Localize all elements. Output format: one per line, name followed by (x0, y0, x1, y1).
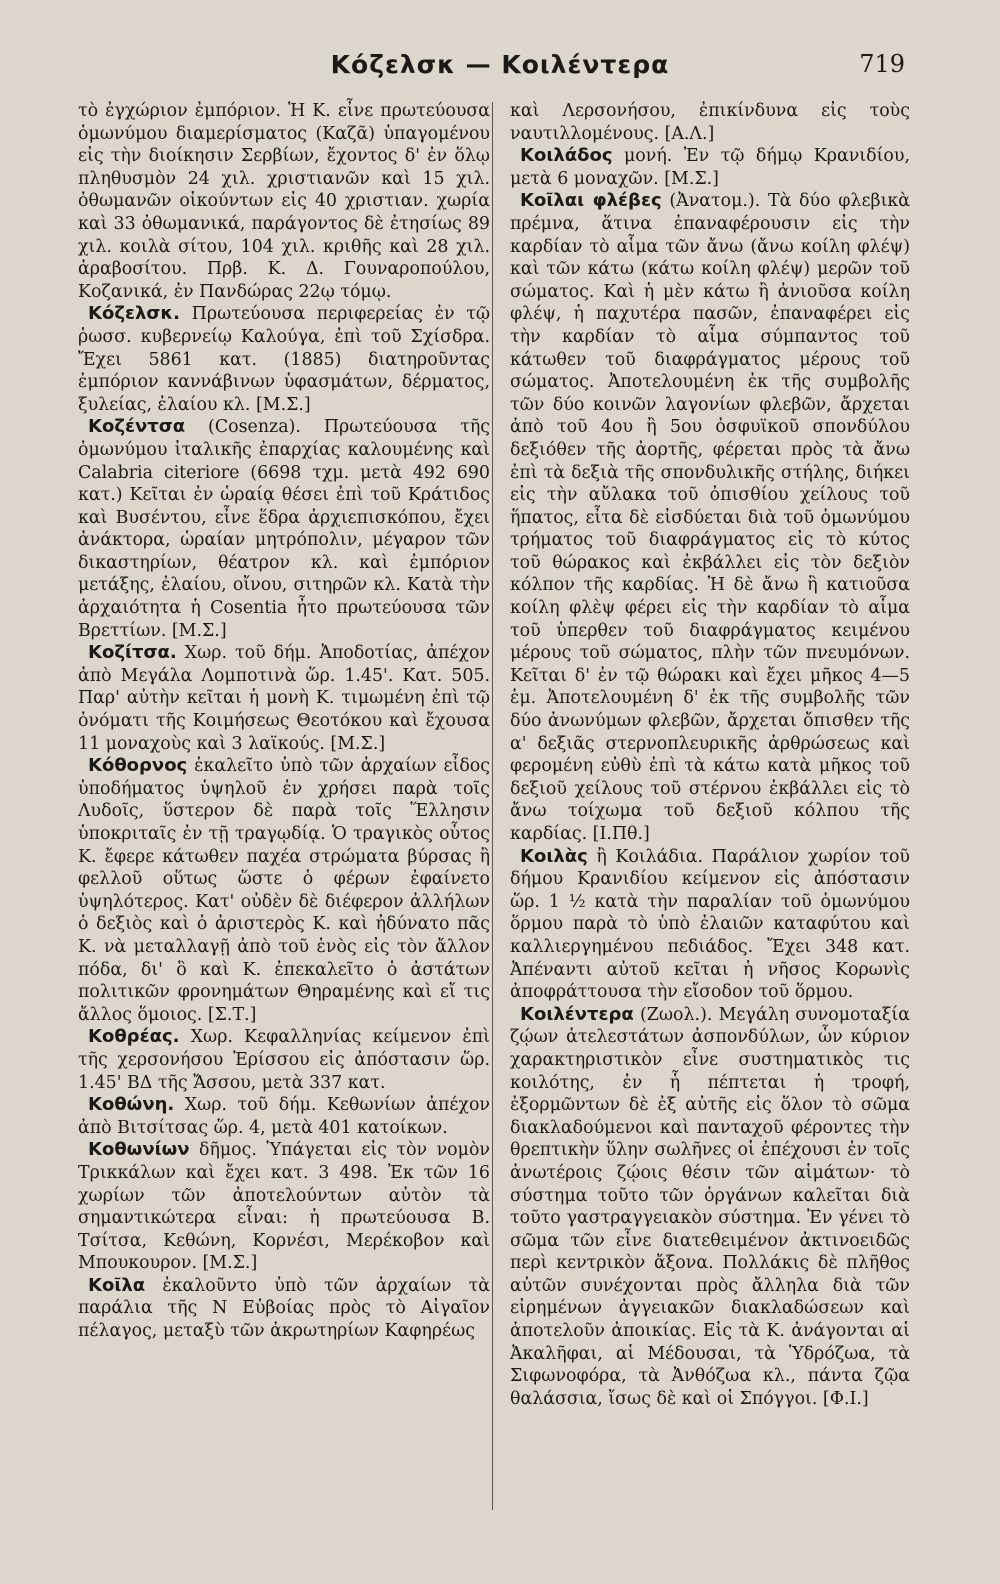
entry-headword: Κοθωνίων (88, 1139, 190, 1161)
entry-text: Πρωτεύουσα περιφερείας ἐν τῷ ῥωσσ. κυβερνείῳ Καλούγα, ἐπὶ τοῦ Σχίσδρα. Ἔχει 5861 κατ. (1885) διατηροῦντας ἐμπόριον καννάβινων ὑφασμάτων, δέρματος, ξυλείας, ἐλαίου κλ. [Μ.Σ.] (78, 304, 490, 415)
entry-text: δῆμος. Ὑπάγεται εἰς τὸν νομὸν Τρικκάλων καὶ ἔχει κατ. 3 498. Ἐκ τῶν 16 χωρίων τῶν ἀποτελούντων αὐτὸν τὰ σημαντικώτερα εἶναι: ἡ πρωτεύουσα Β. Τσίτσα, Κεθώνη, Κορνέσι, Μερέκοβον καὶ Μπουκουρον. [Μ.Σ.] (78, 1140, 490, 1274)
entry (510, 846, 910, 1004)
entry-headword: Κοῖλα (88, 1274, 146, 1296)
entry (78, 303, 490, 416)
entry-headword: Κοθώνη. (88, 1094, 175, 1116)
entry-text: Χωρ. Κεφαλληνίας κείμενον ἐπὶ τῆς χερσονήσου Ἐρίσσου εἰς ἀπόστασιν ὥρ. 1.45' ΒΔ τῆς Ἄσσου, μετὰ 337 κατ. (78, 1027, 490, 1093)
page-header (0, 46, 1000, 96)
entry-text: μονή. Ἐν τῷ δήμῳ Κρανιδίου, μετὰ 6 μοναχῶν. [Μ.Σ.] (510, 146, 910, 189)
entry-headword: Κοιλὰς (520, 845, 588, 867)
entry-headword: Κοιλάδος (520, 145, 613, 167)
entry-text: Χωρ. τοῦ δήμ. Κεθωνίων ἀπέχον ἀπὸ Βιτσίτσας ὥρ. 4, μετὰ 401 κατοίκων. (78, 1095, 490, 1138)
entry-text: Χωρ. τοῦ δήμ. Ἀποδοτίας, ἀπέχον ἀπὸ Μεγάλα Λομποτινὰ ὥρ. 1.45'. Κατ. 505. Παρ' αὐτὴν κεῖται ἡ μονὴ Κ. τιμωμένη ἐπὶ τῷ ὀνόματι τῆς Κοιμήσεως Θεοτόκου καὶ ἔχουσα 11 μοναχοὺς καὶ 3 λαϊκούς. [Μ.Σ.] (78, 643, 490, 754)
entry-text: ἐκαλοῦντο ὑπὸ τῶν ἀρχαίων τὰ παράλια τῆς Ν Εὐβοίας πρὸς τὸ Αἰγαῖον πέλαγος, μεταξὺ τῶν ἀκρωτηρίων Καφηρέως (78, 1275, 490, 1342)
entry-text: (Ζωολ.). Μεγάλη συνομοταξία ζῴων ἀτελεστάτων ἀσπονδύλων, ὧν κύριον χαρακτηριστικὸν εἶνε συστηματικὸς τις κοιλότης, ἐν ἧ πέπτεται ἡ τροφή, ἐξορμῶντων δὲ ἐξ αὐτῆς εἰς ὅλον τὸ σῶμα διακλαδούμενοι καὶ πανταχοῦ φέροντες τὴν θρεπτικὴν ὕλην σωλῆνες οἱ ἐπέχουσι ἐν τοῖς ἀνωτέροις ζῴοις θέσιν τῶν αἱμάτων· τὸ σύστημα τοῦτο τῶν ὀργάνων καλεῖται διὰ τοῦτο γαστραγγειακὸν σύστημα. Ἐν γένει τὸ σῶμα τῶν εἶνε διατεθειμένον ἀκτινοειδῶς περὶ κεντρικὸν ἄξονα. Πολλάκις δὲ πλῆθος αὐτῶν συνέχονται πρὸς ἄλληλα διὰ τῶν εἰρημένων ἀγγειακῶν διακλαδώσεων καὶ ἀποτελοῦν ἀποικίας. Εἰς τὰ Κ. ἀνάγονται αἱ Ἀκαλῆφαι, αἱ Μέδουσαι, τὰ Ὑδρόζωα, τὰ Σιφωνοφόρα, τὰ Ἀνθόζωα κλ., πάντα ζῷα θαλάσσια, ἴσως δὲ καὶ οἱ Σπόγγοι. [Φ.Ι.] (510, 1004, 910, 1409)
entry (510, 190, 910, 845)
entry (78, 1094, 490, 1139)
entry (78, 416, 490, 642)
entry (78, 642, 490, 755)
right-column (510, 100, 910, 1410)
column-divider (492, 102, 493, 1510)
entry-headword: Κοῖλαι φλέβες (520, 190, 662, 212)
entry-text: (Cosenza). Πρωτεύουσα τῆς ὁμωνύμου ἰταλικῆς ἐπαρχίας καλουμένης καὶ Calabria citeriore (6698 τχμ. μετὰ 492 690 κατ.) Κεῖται ἐν ὡραίᾳ θέσει ἐπὶ τοῦ Κράτιδος καὶ Βυσέντου, εἶνε ἕδρα ἀρχιεπισκόπου, ἔχει ἀνάκτορα, ὡραίαν μητρόπολιν, μέγαρον τῶν δικαστηρίων, θέατρον κλ. καὶ ἐμπόριον μετάξης, ἐλαίου, οἴνου, σιτηρῶν κλ. Κατὰ τὴν ἀρχαιότητα ἡ Cosentia ἦτο πρωτεύουσα τῶν Βρεττίων. [Μ.Σ.] (78, 417, 490, 641)
entry-headword: Κοθρέας. (88, 1026, 180, 1048)
entry-headword: Κόθορνος (88, 755, 188, 777)
entry-headword: Κοζίτσα. (88, 642, 177, 664)
entry (78, 100, 490, 303)
entry-headword: Κόζελσκ. (88, 303, 181, 325)
entry (510, 1004, 910, 1411)
left-column (78, 100, 490, 1343)
running-head: Κόζελσκ — Κοιλέντερα (330, 50, 670, 79)
entry-headword: Κοιλέντερα (520, 1003, 634, 1025)
entry (78, 1275, 490, 1343)
page-number: 719 (859, 50, 905, 78)
entry (78, 1026, 490, 1094)
entry-text: τὸ ἐγχώριον ἐμπόριον. Ἡ Κ. εἶνε πρωτεύουσα ὁμωνύμου διαμερίσματος (Καζᾶ) ὑπαγομένου εἰς τὴν διοίκησιν Σερβίων, ἔχοντος δ' ἐν ὅλῳ πληθυσμὸν 24 χιλ. χριστιανῶν καὶ 15 χιλ. ὀθωμανῶν οἰκούντων εἰς 40 χριστιαν. χωρία καὶ 33 ὀθωμανικά, παράγοντος δὲ ἐτησίως 89 χιλ. κοιλὰ σίτου, 104 χιλ. κριθῆς καὶ 28 χιλ. ἀραβοσίτου. Πρβ. Κ. Δ. Γουναροπούλου, Κοζανικά, ἐν Πανδώρας 22ῳ τόμῳ. (78, 101, 490, 302)
entry-text: ἢ Κοιλάδια. Παράλιον χωρίον τοῦ δήμου Κρανιδίου κείμενον εἰς ἀπόστασιν ὥρ. 1 ½ κατὰ τὴν παραλίαν τοῦ ὁμωνύμου ὅρμου παρὰ τὸ ὑπὸ ἐλαιῶν καταφύτου καὶ καλλιεργημένου πεδιάδος. Ἔχει 348 κατ. Ἀπέναντι αὐτοῦ κεῖται ἡ νῆσος Κορωνὶς ἀποφράττουσα τὴν εἴσοδον τοῦ ὅρμου. (510, 846, 910, 1003)
entry-text: καὶ Λερσονήσου, ἐπικίνδυνα εἰς τοὺς ναυτιλλομένους. [Α.Λ.] (510, 101, 910, 144)
entry (78, 755, 490, 1026)
entry (510, 100, 910, 145)
entry-text: ἐκαλεῖτο ὑπὸ τῶν ἀρχαίων εἶδος ὑποδήματος ὑψηλοῦ ἐν χρήσει παρὰ τοῖς Λυδοῖς, ὕστερον δὲ παρὰ τοῖς Ἕλλησιν ὑποκριταῖς ἐν τῇ τραγῳδίᾳ. Ὁ τραγικὸς οὗτος Κ. ἔφερε κάτωθεν παχέα στρώματα βύρσας ἢ φελλοῦ οὕτως ὥστε ὁ φέρων ἐφαίνετο ὑψηλότερος. Κατ' οὐδὲν δὲ διέφερον ἀλλήλων ὁ δεξιὸς καὶ ὁ ἀριστερὸς Κ. καὶ ἠδύνατο πᾶς Κ. νὰ μεταλλαγῇ ἀπὸ τοῦ ἑνὸς εἰς τὸν ἄλλον πόδα, δι' ὃ καὶ Κ. ἐπεκαλεῖτο ὁ ἀστάτων πολιτικῶν φρονημάτων Θηραμένης καὶ εἴ τις ἄλλος ὅμοιος. [Σ.Τ.] (78, 756, 490, 1025)
entry-text: (Ἀνατομ.). Τὰ δύο φλεβικὰ πρέμνα, ἅτινα ἐπαναφέρουσιν εἰς τὴν καρδίαν τὸ αἷμα τῶν ἄνω (ἄνω κοίλη φλέψ) καὶ τῶν κάτω (κάτω κοίλη φλέψ) μερῶν τοῦ σώματος. Καὶ ἡ μὲν κάτω ἢ ἀνιοῦσα κοίλη φλέψ, ἡ παχυτέρα πασῶν, ἐπαναφέρει εἰς τὴν καρδίαν τὸ αἷμα σύμπαντος τοῦ κάτωθεν τοῦ διαφράγματος μέρους τοῦ σώματος. Ἀποτελουμένη ἐκ τῆς συμβολῆς τῶν δύο κοινῶν λαγονίων φλεβῶν, ἄρχεται ἀπὸ τοῦ 4ου ἢ 5ου ὀσφυϊκοῦ σπονδύλου δεξιόθεν τῆς ἀορτῆς, φέρεται πρὸς τὰ ἄνω ἐπὶ τὰ δεξιὰ τῆς σπονδυλικῆς στήλης, διήκει εἰς τὴν αὔλακα τοῦ ὀπισθίου χείλους τοῦ ἥπατος, εἶτα δὲ εἰσδύεται διὰ τοῦ ὁμωνύμου τρήματος τοῦ διαφράγματος εἰς τὸ κύτος τοῦ θώρακος καὶ ἐκβάλλει εἰς τὸν δεξιὸν κόλπον τῆς καρδίας. Ἡ δὲ ἄνω ἢ κατιοῦσα κοίλη φλὲψ φέρει εἰς τὴν καρδίαν τὸ αἷμα τοῦ ὑπερθεν τοῦ διαφράγματος κειμένου μέρους τοῦ σώματος, πλὴν τῶν πνευμόνων. Κεῖται δ' ἐν τῷ θώρακι καὶ ἔχει μῆκος 4—5 ἑμ. Ἀποτελουμένη δ' ἐκ τῆς συμβολῆς τῶν δύο ἀνωνύμων φλεβῶν, ἄρχεται ὄπισθεν τῆς α' δεξιᾶς στερνοπλευρικῆς ἀρθρώσεως καὶ φερομένη εὐθὺ ἐπὶ τὰ κάτω κατὰ μῆκος τοῦ δεξιοῦ χείλους τοῦ στέρνου ἐκβάλλει εἰς τὸ ἄνω τοίχωμα τοῦ δεξιοῦ κόλπου τῆς καρδίας. [Ι.Πθ.] (510, 191, 910, 844)
entry (510, 145, 910, 190)
entry-headword: Κοζέντσα (88, 416, 186, 438)
entry (78, 1139, 490, 1275)
